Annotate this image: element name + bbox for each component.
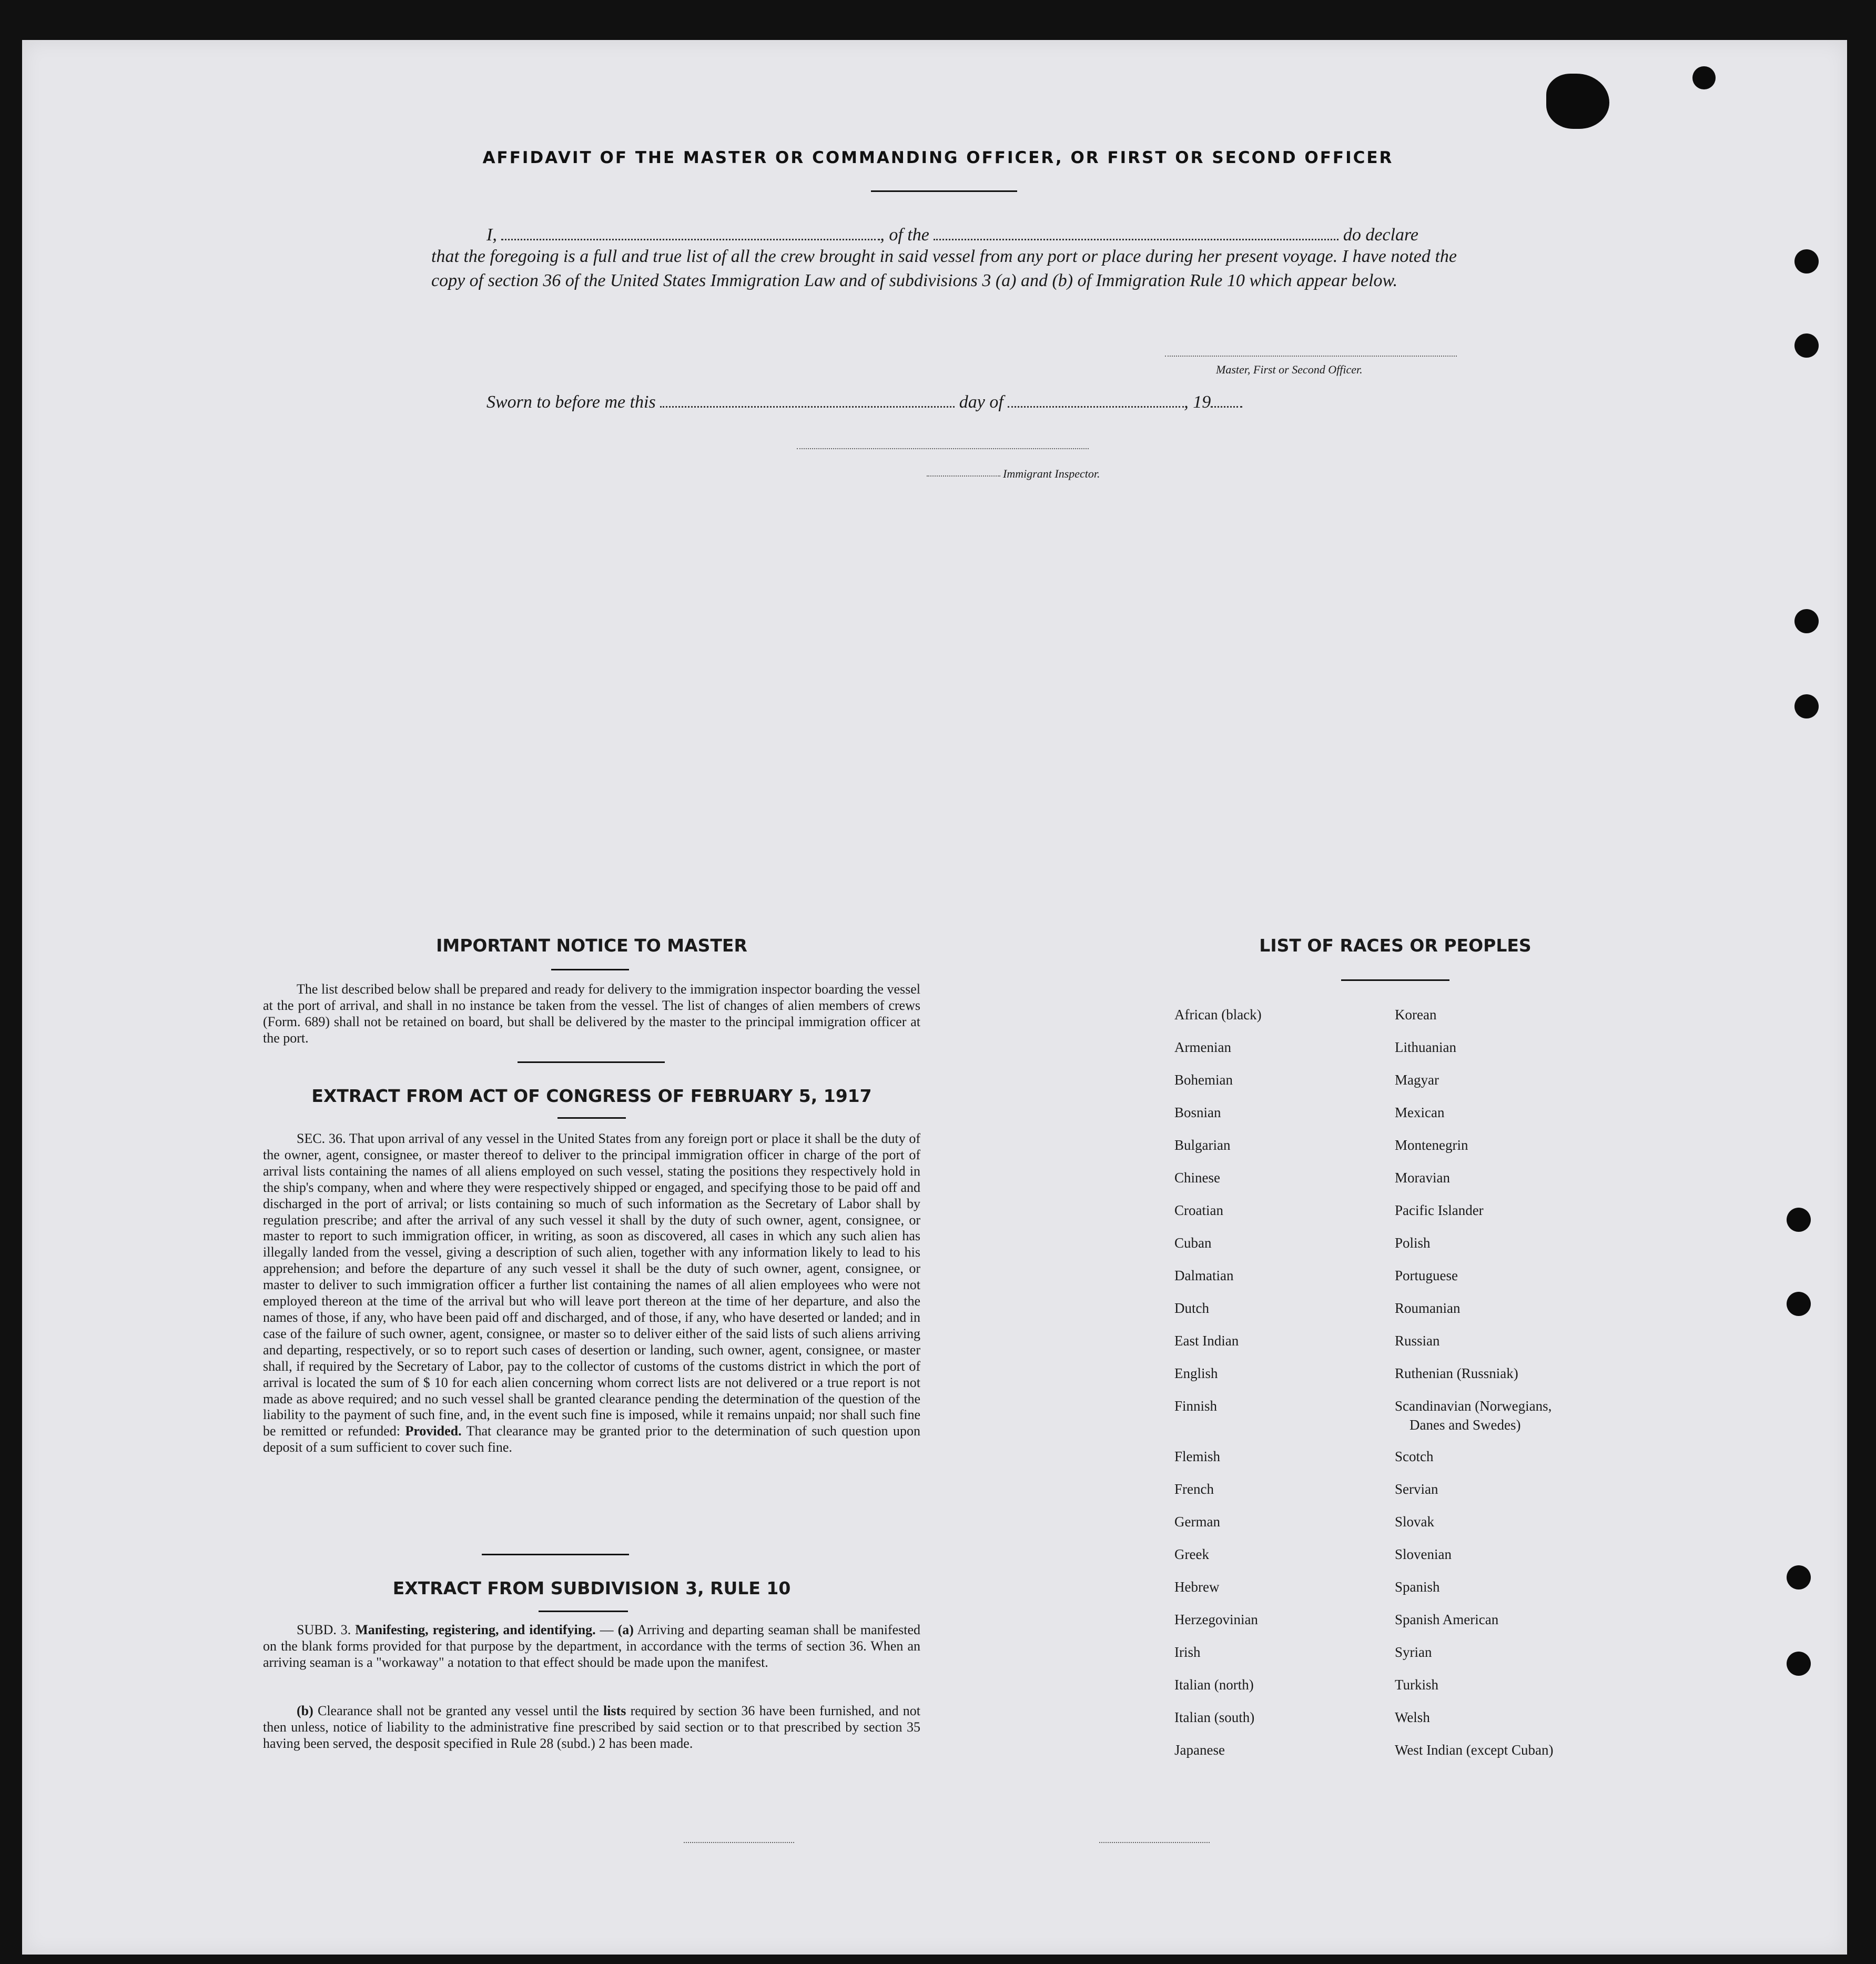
subd-b-text1: Clearance shall not be granted any vessel until the bbox=[317, 1703, 599, 1718]
sworn-line bbox=[486, 392, 1328, 412]
punch-hole bbox=[1794, 694, 1819, 718]
notice-text: The list described below shall be prepared and ready for delivery to the immigration inspector boarding the vessel at the port of arrival, and shall in no instance be taken from the vessel. The list of changes of alien members of crews (Form. 689) shall not be retained on board, but shall be delivered by the master to the principal immigration officer at the port. bbox=[263, 981, 920, 1046]
race-item: Scandinavian (Norwegians, bbox=[1395, 1398, 1552, 1414]
race-item: Turkish bbox=[1395, 1677, 1439, 1693]
race-item: Polish bbox=[1395, 1235, 1431, 1251]
races-title: LIST OF RACES OR PEOPLES bbox=[1259, 935, 1532, 956]
divider bbox=[518, 1061, 665, 1063]
race-item: West Indian (except Cuban) bbox=[1395, 1742, 1554, 1758]
affidavit-title: AFFIDAVIT OF THE MASTER OR COMMANDING OFFICER, OR FIRST OR SECOND OFFICER bbox=[482, 148, 1394, 167]
act-text-closing: That clearance may be granted prior to the determination of such question upon deposit of a sum sufficient to cover such fine. bbox=[263, 1423, 920, 1455]
notice-underline bbox=[551, 969, 629, 970]
act-text-body: SEC. 36. That upon arrival of any vessel in the United States from any foreign port or place it shall be the duty of the owner, agent, consignee, or master thereof to deliver to the principal immigration officer in charge of the port of arrival lists containing the names of all aliens employed on such vessel, stating the positions they respectively hold in the ship's company, when and where they were respectively shipped or engaged, and specifying those to be paid off and discharged in the port of arrival; or lists containing so much of such information as the Secretary of Labor shall by regulation prescribe; and after the arrival of any such vessel it shall by the duty of such owner, agent, consignee, or master to report to such immigration officer, in writing, as soon as discovered, all cases in which any such alien has illegally landed from the vessel, giving a description of such alien, together with any information likely to lead to his apprehension; and before the departure of any such vessel it shall be the duty of such owner, agent, consignee, or master to deliver to such immigration officer a further list containing the names of all alien employees who were not employed thereon at the time of the arrival but who will leave port thereon at the time of her departure, and also the names of those, if any, who have been paid off and discharged, and of those, if any, who have deserted or landed; and in case of the failure of such owner, agent, consignee, or master so to deliver either of the said lists of such aliens arriving and departing, respectively, or so to report such cases of desertion or landing, such owner, agent, consignee, or master shall, if required by the Secretary of Labor, pay to the collector of customs of the customs district in which the port of arrival is located the sum of $ 10 for each alien concerning whom correct lists are not delivered or a true report is not made as above required; and no such vessel shall be granted clearance pending the determination of the question of the liability to the payment of such fine, and, in the event such fine is imposed, while it remains unpaid; nor shall such fine be remitted or refunded: bbox=[263, 1131, 920, 1439]
name-blank[interactable] bbox=[501, 239, 880, 240]
race-item: East Indian bbox=[1174, 1333, 1239, 1349]
race-item: Armenian bbox=[1174, 1039, 1231, 1055]
divider bbox=[482, 1554, 629, 1555]
race-item: Welsh bbox=[1395, 1709, 1430, 1725]
subd-dash: — bbox=[595, 1622, 618, 1637]
bottom-dots bbox=[1099, 1842, 1210, 1843]
race-item: Mexican bbox=[1395, 1105, 1445, 1120]
act-underline bbox=[557, 1117, 626, 1119]
race-item: African (black) bbox=[1174, 1007, 1262, 1023]
race-item: Syrian bbox=[1395, 1644, 1432, 1660]
act-title: EXTRACT FROM ACT OF CONGRESS OF FEBRUARY 5, 1917 bbox=[311, 1086, 872, 1106]
race-item: Flemish bbox=[1174, 1449, 1221, 1464]
rule-underline bbox=[539, 1611, 628, 1612]
race-item: Servian bbox=[1395, 1481, 1438, 1497]
notice-title: IMPORTANT NOTICE TO MASTER bbox=[436, 935, 747, 956]
punch-hole bbox=[1692, 66, 1716, 89]
race-item: Korean bbox=[1395, 1007, 1437, 1023]
race-item: Herzegovinian bbox=[1174, 1612, 1258, 1627]
race-item: Ruthenian (Russniak) bbox=[1395, 1365, 1518, 1381]
races-underline bbox=[1341, 979, 1449, 981]
rule-subd-b bbox=[263, 1703, 920, 1752]
race-item: Danes and Swedes) bbox=[1409, 1417, 1521, 1433]
race-item: Croatian bbox=[1174, 1202, 1223, 1218]
race-item: German bbox=[1174, 1514, 1220, 1530]
subd-b-lists: lists bbox=[603, 1703, 626, 1718]
race-item: Finnish bbox=[1174, 1398, 1218, 1414]
sworn-month-blank[interactable] bbox=[1008, 406, 1184, 408]
race-item: Italian (north) bbox=[1174, 1677, 1254, 1693]
do-declare-text: do declare bbox=[1343, 225, 1419, 245]
race-item: Bohemian bbox=[1174, 1072, 1233, 1088]
race-item: Lithuanian bbox=[1395, 1039, 1456, 1055]
race-item: Russian bbox=[1395, 1333, 1440, 1349]
pronoun-i: I, bbox=[486, 225, 497, 245]
subd-b-label: (b) bbox=[297, 1703, 313, 1718]
punch-hole bbox=[1787, 1565, 1811, 1590]
affidavit-body: that the foregoing is a full and true list of all the crew brought in said vessel from any port or place during her present voyage. I have noted the copy of section 36 of the United States Immigration Law and of subdivisions 3 (a) and (b) of Immigration Rule 10 which appear below. bbox=[431, 247, 1457, 290]
race-item: Bosnian bbox=[1174, 1105, 1221, 1120]
inspector-label: Immigrant Inspector. bbox=[1003, 467, 1100, 480]
race-item: Japanese bbox=[1174, 1742, 1225, 1758]
subd-b-text2: required by section 36 have been furnished, and not then unless, notice of liability to the administrative fine prescribed by said section or to that prescribed by section 35 having been served, the desposit specified in Rule 28 (subd.) 2 has been made. bbox=[263, 1703, 921, 1751]
inspector-prefix-dots bbox=[927, 475, 1000, 477]
punch-hole bbox=[1787, 1208, 1811, 1232]
race-item: Moravian bbox=[1395, 1170, 1450, 1186]
race-item: Spanish bbox=[1395, 1579, 1440, 1595]
race-item: Roumanian bbox=[1395, 1300, 1461, 1316]
race-item: Scotch bbox=[1395, 1449, 1434, 1464]
race-item: Bulgarian bbox=[1174, 1137, 1231, 1153]
vessel-blank[interactable] bbox=[934, 239, 1338, 240]
rule-subd-a bbox=[263, 1622, 920, 1671]
punch-hole bbox=[1794, 249, 1819, 274]
race-item: Slovenian bbox=[1395, 1546, 1452, 1562]
race-item: Magyar bbox=[1395, 1072, 1439, 1088]
sworn-year-blank[interactable] bbox=[1211, 406, 1242, 408]
master-signature-label: Master, First or Second Officer. bbox=[1216, 363, 1363, 376]
race-item: Dalmatian bbox=[1174, 1268, 1234, 1283]
punch-hole bbox=[1794, 333, 1819, 358]
race-item: Italian (south) bbox=[1174, 1709, 1255, 1725]
race-item: Montenegrin bbox=[1395, 1137, 1468, 1153]
year-prefix: , 19 bbox=[1184, 392, 1211, 412]
sworn-day-blank[interactable] bbox=[660, 406, 955, 408]
title-underline bbox=[871, 190, 1017, 192]
race-item: Pacific Islander bbox=[1395, 1202, 1484, 1218]
subd-heading: Manifesting, registering, and identifying. bbox=[355, 1622, 596, 1637]
of-the-text: , of the bbox=[880, 225, 929, 245]
punch-hole bbox=[1787, 1652, 1811, 1676]
race-item: Dutch bbox=[1174, 1300, 1209, 1316]
master-signature-line[interactable] bbox=[1165, 356, 1457, 357]
race-item: Chinese bbox=[1174, 1170, 1220, 1186]
race-item: Greek bbox=[1174, 1546, 1209, 1562]
race-item: Portuguese bbox=[1395, 1268, 1458, 1283]
punch-hole bbox=[1787, 1292, 1811, 1316]
sworn-text: Sworn to before me this bbox=[486, 392, 656, 412]
act-text bbox=[263, 1131, 920, 1456]
race-item: Irish bbox=[1174, 1644, 1201, 1660]
race-item: English bbox=[1174, 1365, 1218, 1381]
subd-a-text: Arriving and departing seaman shall be manifested on the blank forms provided for that purpose by the department, in accordance with the terms of section 36. When an arriving seaman is a "workaway" a notation to that effect should be made upon the manifest. bbox=[263, 1622, 920, 1670]
ink-blot bbox=[1546, 74, 1609, 129]
race-item: Slovak bbox=[1395, 1514, 1435, 1530]
bottom-dots bbox=[684, 1842, 794, 1843]
day-of-text: day of bbox=[959, 392, 1003, 412]
subd-prefix: SUBD. 3. bbox=[297, 1622, 351, 1637]
subd-a-label: (a) bbox=[617, 1622, 634, 1637]
rule-title: EXTRACT FROM SUBDIVISION 3, RULE 10 bbox=[392, 1578, 791, 1598]
punch-hole bbox=[1794, 609, 1819, 633]
inspector-signature-line[interactable] bbox=[797, 448, 1089, 449]
affidavit-declaration-line bbox=[486, 225, 1459, 245]
race-item: Hebrew bbox=[1174, 1579, 1220, 1595]
race-item: Cuban bbox=[1174, 1235, 1212, 1251]
act-provided: Provided. bbox=[405, 1423, 462, 1439]
race-item: French bbox=[1174, 1481, 1214, 1497]
race-item: Spanish American bbox=[1395, 1612, 1499, 1627]
